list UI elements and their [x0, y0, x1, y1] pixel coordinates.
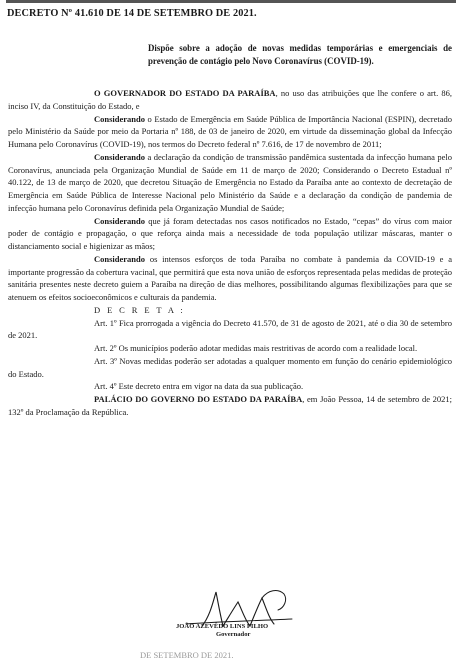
- article-1: Art. 1º Fica prorrogada a vigência do Decreto 41.570, de 31 de agosto de 2021, até o dia 30 de setembro de 2021.: [8, 317, 452, 341]
- decree-title: DECRETO Nº 41.610 DE 14 DE SETEMBRO DE 2021.: [7, 8, 257, 19]
- considerando-label: Considerando: [94, 253, 146, 264]
- preamble-text: , no uso das atribuições que lhe confere o art. 86, inciso IV, da Constituição do Estado, e: [8, 88, 452, 111]
- considerando-label: Considerando: [94, 151, 146, 162]
- decreta-heading: D E C R E T A :: [94, 304, 186, 315]
- palace-heading: PALÁCIO DO GOVERNO DO ESTADO DA PARAÍBA: [94, 394, 303, 404]
- considerando-label: Considerando: [94, 113, 146, 124]
- top-border-rule: [6, 0, 456, 3]
- signature-block: [150, 586, 340, 638]
- signatory-name: JOÃO AZEVÊDO LINS FILHO: [176, 623, 269, 630]
- article-2: Art. 2º Os municípios poderão adotar medidas mais restritivas de acordo com a realidade local.: [94, 343, 418, 353]
- closing-text: , em João Pessoa, 14 de setembro de 2021; 132º da Proclamação da República.: [8, 394, 452, 417]
- signatory-role: Governador: [216, 631, 251, 638]
- closing-paragraph: [8, 393, 452, 419]
- considerando-text: o Estado de Emergência em Saúde Pública de Importância Nacional (ESPIN), decretado pelo Ministério da Saúde por meio da Portaria nº 188, de 03 de janeiro de 2020, em virtude da disseminação global da Infecção Humana pelo Coronavírus (COVID-19), nos termos do Decreto federal nº 7.616, de 17 de novembro de 2011;: [8, 113, 452, 149]
- considerando-label: Considerando: [94, 215, 146, 226]
- preamble-paragraph: [8, 87, 452, 113]
- considerando-paragraph-1: [8, 113, 452, 151]
- considerando-paragraph-2: [8, 151, 452, 215]
- article-4: Art. 4º Este decreto entra em vigor na data da sua publicação.: [94, 381, 304, 392]
- considerando-text: a declaração da condição de transmissão pandêmica sustentada da infecção humana pelo Coronavírus, anunciada pela Organização Mundial de Saúde em 11 de março de 2020; Considerando o Decreto Estadual nº 40.122, de 13 de março de 2020, que decretou Situação de Emergência no Estado da Paraíba ante ao contexto de decretação de Emergência em Saúde Pública de Interesse Nacional pelo Ministério da Saúde e a declaração da condição de pandemia de infecção humana pelo Coronavírus definida pela Organização Mundial de Saúde;: [8, 151, 452, 213]
- considerando-text: os intensos esforços de toda Paraíba no combate à pandemia da COVID-19 e a importante progressão da cobertura vacinal, que permitirá que esta nova união de esforços representada pelas medidas de proteção sanitária presentes neste decreto guiem a Paraíba na direção de dias melhores, possibilitando algumas flexibilizações para que se atenuem os efeitos socioeconômicos e culturais da pandemia.: [8, 253, 452, 302]
- considerando-paragraph-4: [8, 253, 452, 304]
- considerando-text: que já foram detectadas nos casos notificados no Estado, “cepas” do vírus com maior poder de contágio e propagação, o que reforça ainda mais a necessidade de toda população utilizar máscaras, manter o distanciamento social e higienizar as mãos;: [8, 215, 452, 251]
- decree-summary: Dispõe sobre a adoção de novas medidas temporárias e emergenciais de prevenção de contágio pelo Novo Coronavírus (COVID-19).: [148, 43, 452, 66]
- decree-body: [8, 87, 452, 419]
- considerando-paragraph-3: [8, 215, 452, 253]
- article-3: Art. 3º Novas medidas poderão ser adotadas a qualquer momento em função do cenário epidemiológico do Estado.: [8, 355, 452, 379]
- governor-heading: O GOVERNADOR DO ESTADO DA PARAÍBA: [94, 88, 276, 98]
- next-page-fragment: DE SETEMBRO DE 2021.: [140, 650, 234, 660]
